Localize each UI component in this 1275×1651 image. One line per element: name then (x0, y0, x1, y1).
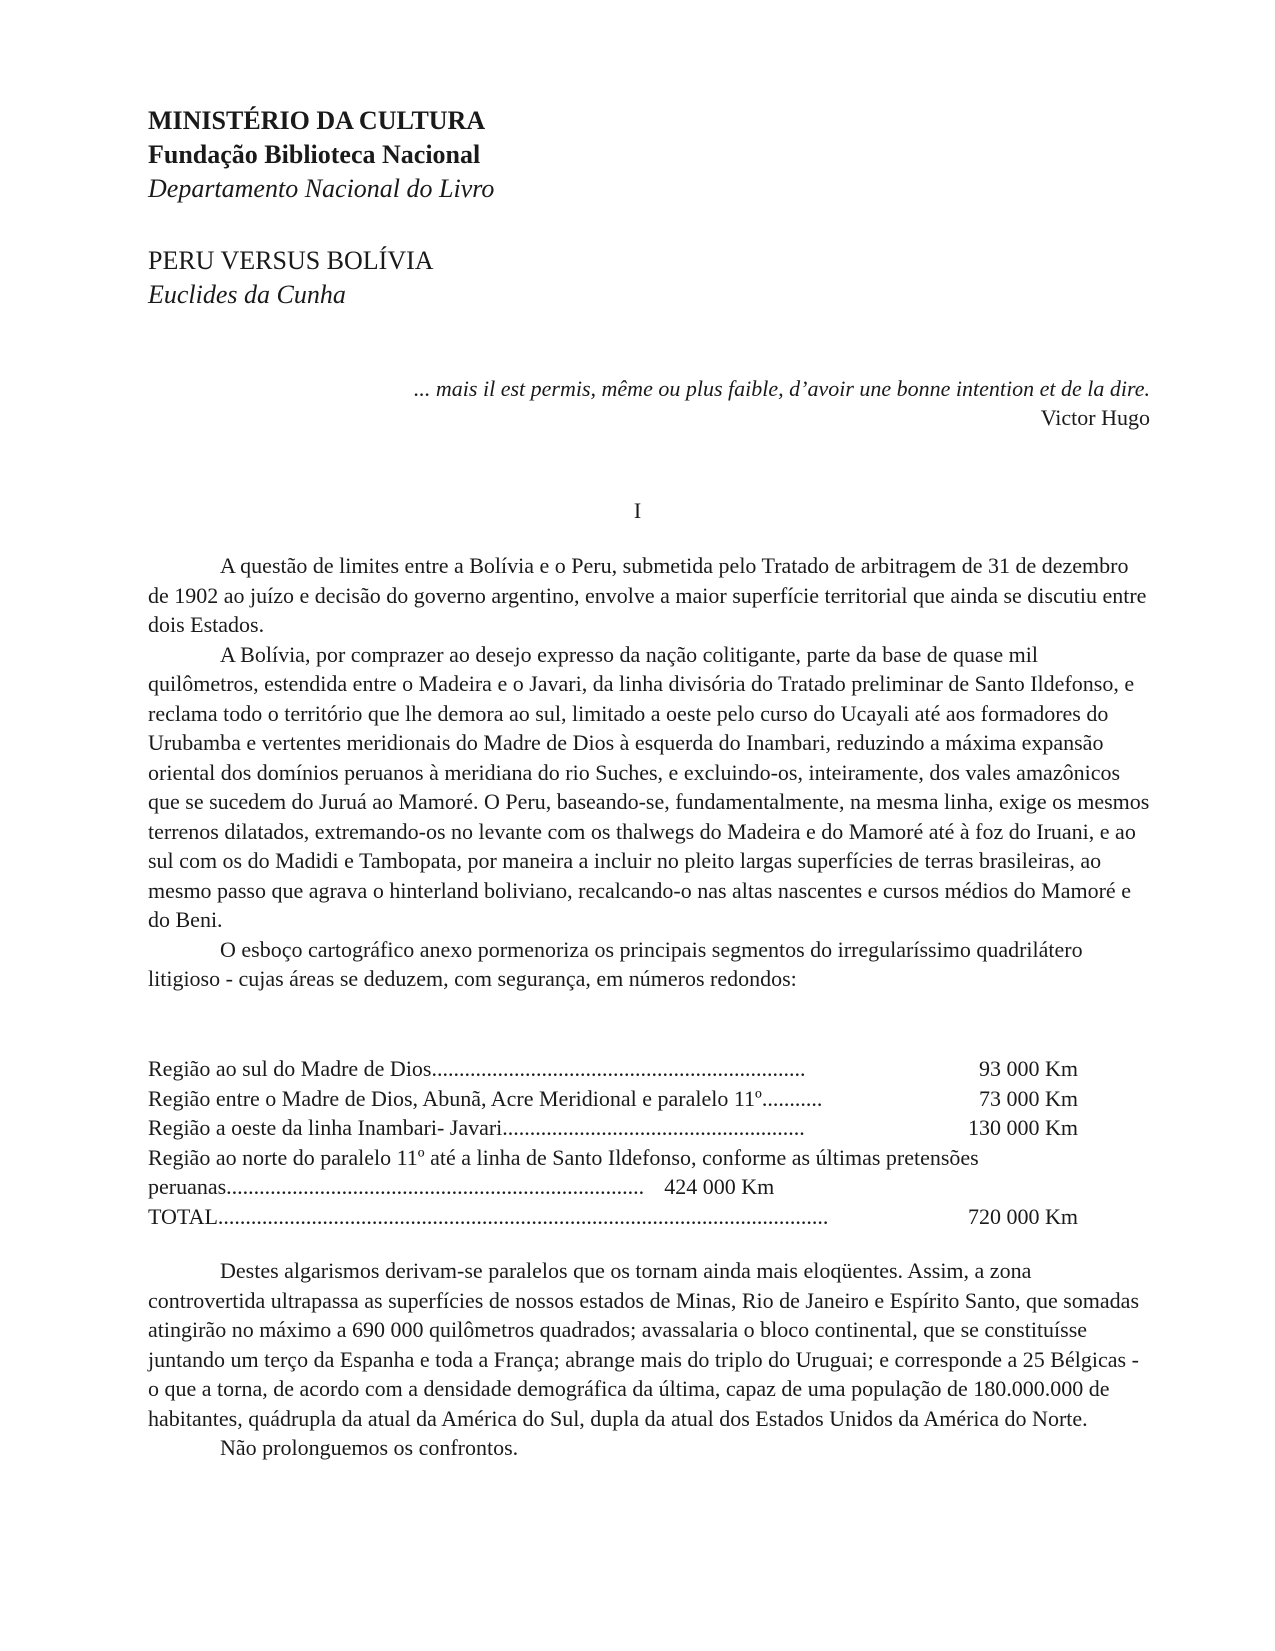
paragraph: A Bolívia, por comprazer ao desejo expresso da nação colitigante, parte da base de quase mil quilômetros, estendida entre o Madeira e o Javari, da linha divisória do Tratado preliminar de Santo Ildefonso, e reclama todo o território que lhe demora ao sul, limitado a oeste pelo curso do Ucayali até aos formadores do Urubamba e vertentes meridionais do Madre de Dios à esquerda do Inambari, reduzindo a máxima expansão oriental dos domínios peruanos à meridiana do rio Suches, e excluindo-os, inteiramente, dos vales amazônicos que se sucedem do Juruá ao Mamoré. O Peru, baseando-se, fundamentalmente, na mesma linha, exige os mesmos terrenos dilatados, extremando-os no levante com os thalwegs do Madeira e do Mamoré até à foz do Iruani, e ao sul com os do Madidi e Tambopata, por maneira a incluir no pleito largas superfícies de terras brasileiras, ao mesmo passo que agrava o hinterland boliviano, recalcando-o nas altas nascentes e cursos médios do Mamoré e do Beni. (148, 641, 1150, 932)
section-number: I (633, 498, 642, 523)
area-row-label: Região entre o Madre de Dios, Abunã, Acre Meridional e paralelo 11º........... (148, 1085, 823, 1111)
paragraph: Não prolonguemos os confrontos. (220, 1435, 519, 1460)
area-row (148, 1054, 1078, 1084)
area-total-value: 720 000 Km (968, 1203, 1078, 1229)
area-row-label: Região a oeste da linha Inambari- Javari....................................................... (148, 1115, 805, 1140)
area-table (148, 1054, 1078, 1231)
area-row (148, 1084, 1078, 1114)
epigraph (250, 374, 1150, 432)
area-row-value: 424 000 Km (664, 1174, 775, 1199)
work-author: Euclides da Cunha (148, 280, 346, 309)
paragraph: Destes algarismos derivam-se paralelos que os tornam ainda mais eloqüentes. Assim, a zona controvertida ultrapassa as superfícies de nossos estados de Minas, Rio de Janeiro e Espírito Santo, que somadas atingirão no máximo a 690 000 quilômetros quadrados; avassalaria o bloco continental, que se constituísse juntando um terço da Espanha e toda a França; abrange mais do triplo do Uruguai; e corresponde a 25 Bélgicas - o que a torna, de acordo com a densidade demográfica da última, capaz de uma população de 180.000.000 de habitantes, quádrupla da atual da América do Sul, dupla da atual dos Estados Unidos da América do Norte. (148, 1258, 1139, 1431)
work-title: PERU VERSUS BOLÍVIA (148, 246, 434, 275)
area-row-value: 130 000 Km (968, 1115, 1078, 1140)
area-row-value: 73 000 Km (979, 1085, 1078, 1111)
area-total-label: TOTAL............................................................................................................... (148, 1203, 829, 1229)
area-row (148, 1172, 1078, 1202)
department-name: Departamento Nacional do Livro (148, 174, 495, 203)
work-title-block (148, 244, 434, 312)
area-row-value: 93 000 Km (979, 1056, 1078, 1081)
foundation-name: Fundação Biblioteca Nacional (148, 140, 481, 169)
paragraph: O esboço cartográfico anexo pormenoriza os principais segmentos do irregularíssimo quadrilátero litigioso - cujas áreas se deduzem, com segurança, em números redondos: (148, 936, 1083, 991)
epigraph-quote: ... mais il est permis, même ou plus faible, d’avoir une bonne intention et de la dire. (413, 376, 1150, 401)
area-total-row (148, 1202, 1078, 1232)
body-text-intro (148, 551, 1150, 994)
area-row-label-line: Região ao norte do paralelo 11º até a linha de Santo Ildefonso, conforme as últimas pretensões (148, 1144, 979, 1170)
area-row-label: Região ao sul do Madre de Dios.................................................................... (148, 1056, 806, 1081)
ministry-name: MINISTÉRIO DA CULTURA (148, 106, 486, 135)
body-text-comparison (148, 1256, 1150, 1463)
area-row-label: peruanas............................................................................ (148, 1174, 645, 1199)
area-row (148, 1113, 1078, 1143)
epigraph-attribution: Victor Hugo (1040, 405, 1150, 430)
publisher-header (148, 104, 494, 206)
paragraph: A questão de limites entre a Bolívia e o Peru, submetida pelo Tratado de arbitragem de 31 de dezembro de 1902 ao juízo e decisão do governo argentino, envolve a maior superfície territorial que ainda se discutiu entre dois Estados. (148, 553, 1147, 637)
